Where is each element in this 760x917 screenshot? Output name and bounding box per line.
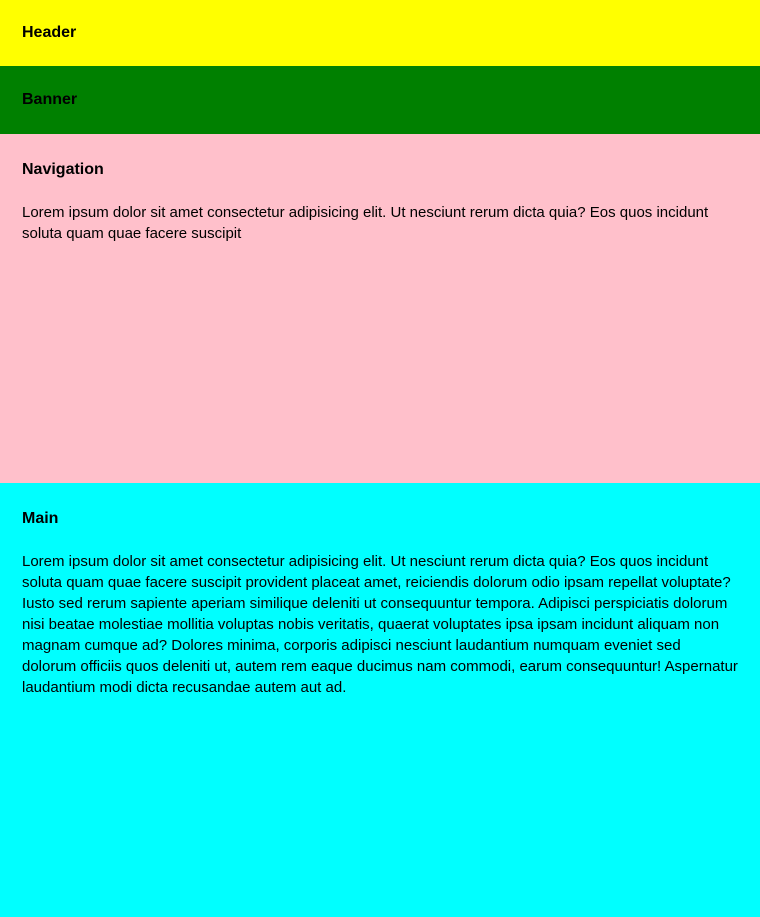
main-text: Lorem ipsum dolor sit amet consectetur adipisicing elit. Ut nesciunt rerum dicta quia? Eos quos incidunt soluta quam quae facere suscipit provident placeat amet, reiciendis dolorum odio ipsam repellat voluptate? Iusto sed rerum sapiente aperiam similique deleniti ut consequuntur tempora. Adipisci perspiciatis dolorum nisi beatae molestiae mollitia voluptas nobis veritatis, quaerat voluptates ipsa ipsam incidunt aliquam non magnam cumque ad? Dolores minima, corporis adipisci nesciunt laudantium numquam eveniet sed dolorum officiis quos deleniti ut, autem rem eaque ducimus nam commodi, earum consequuntur! Aspernatur laudantium modi dicta recusandae autem aut ad. [22,553,738,696]
header-title: Header [22,24,77,41]
banner-title: Banner [22,91,78,108]
main-title: Main [22,510,59,527]
banner-section [0,66,760,134]
navigation-text: Lorem ipsum dolor sit amet consectetur adipisicing elit. Ut nesciunt rerum dicta quia? Eos quos incidunt soluta quam quae facere suscipit [22,204,709,242]
header-section [0,0,760,66]
navigation-title: Navigation [22,161,104,178]
main-section [0,483,760,917]
navigation-section [0,134,760,483]
